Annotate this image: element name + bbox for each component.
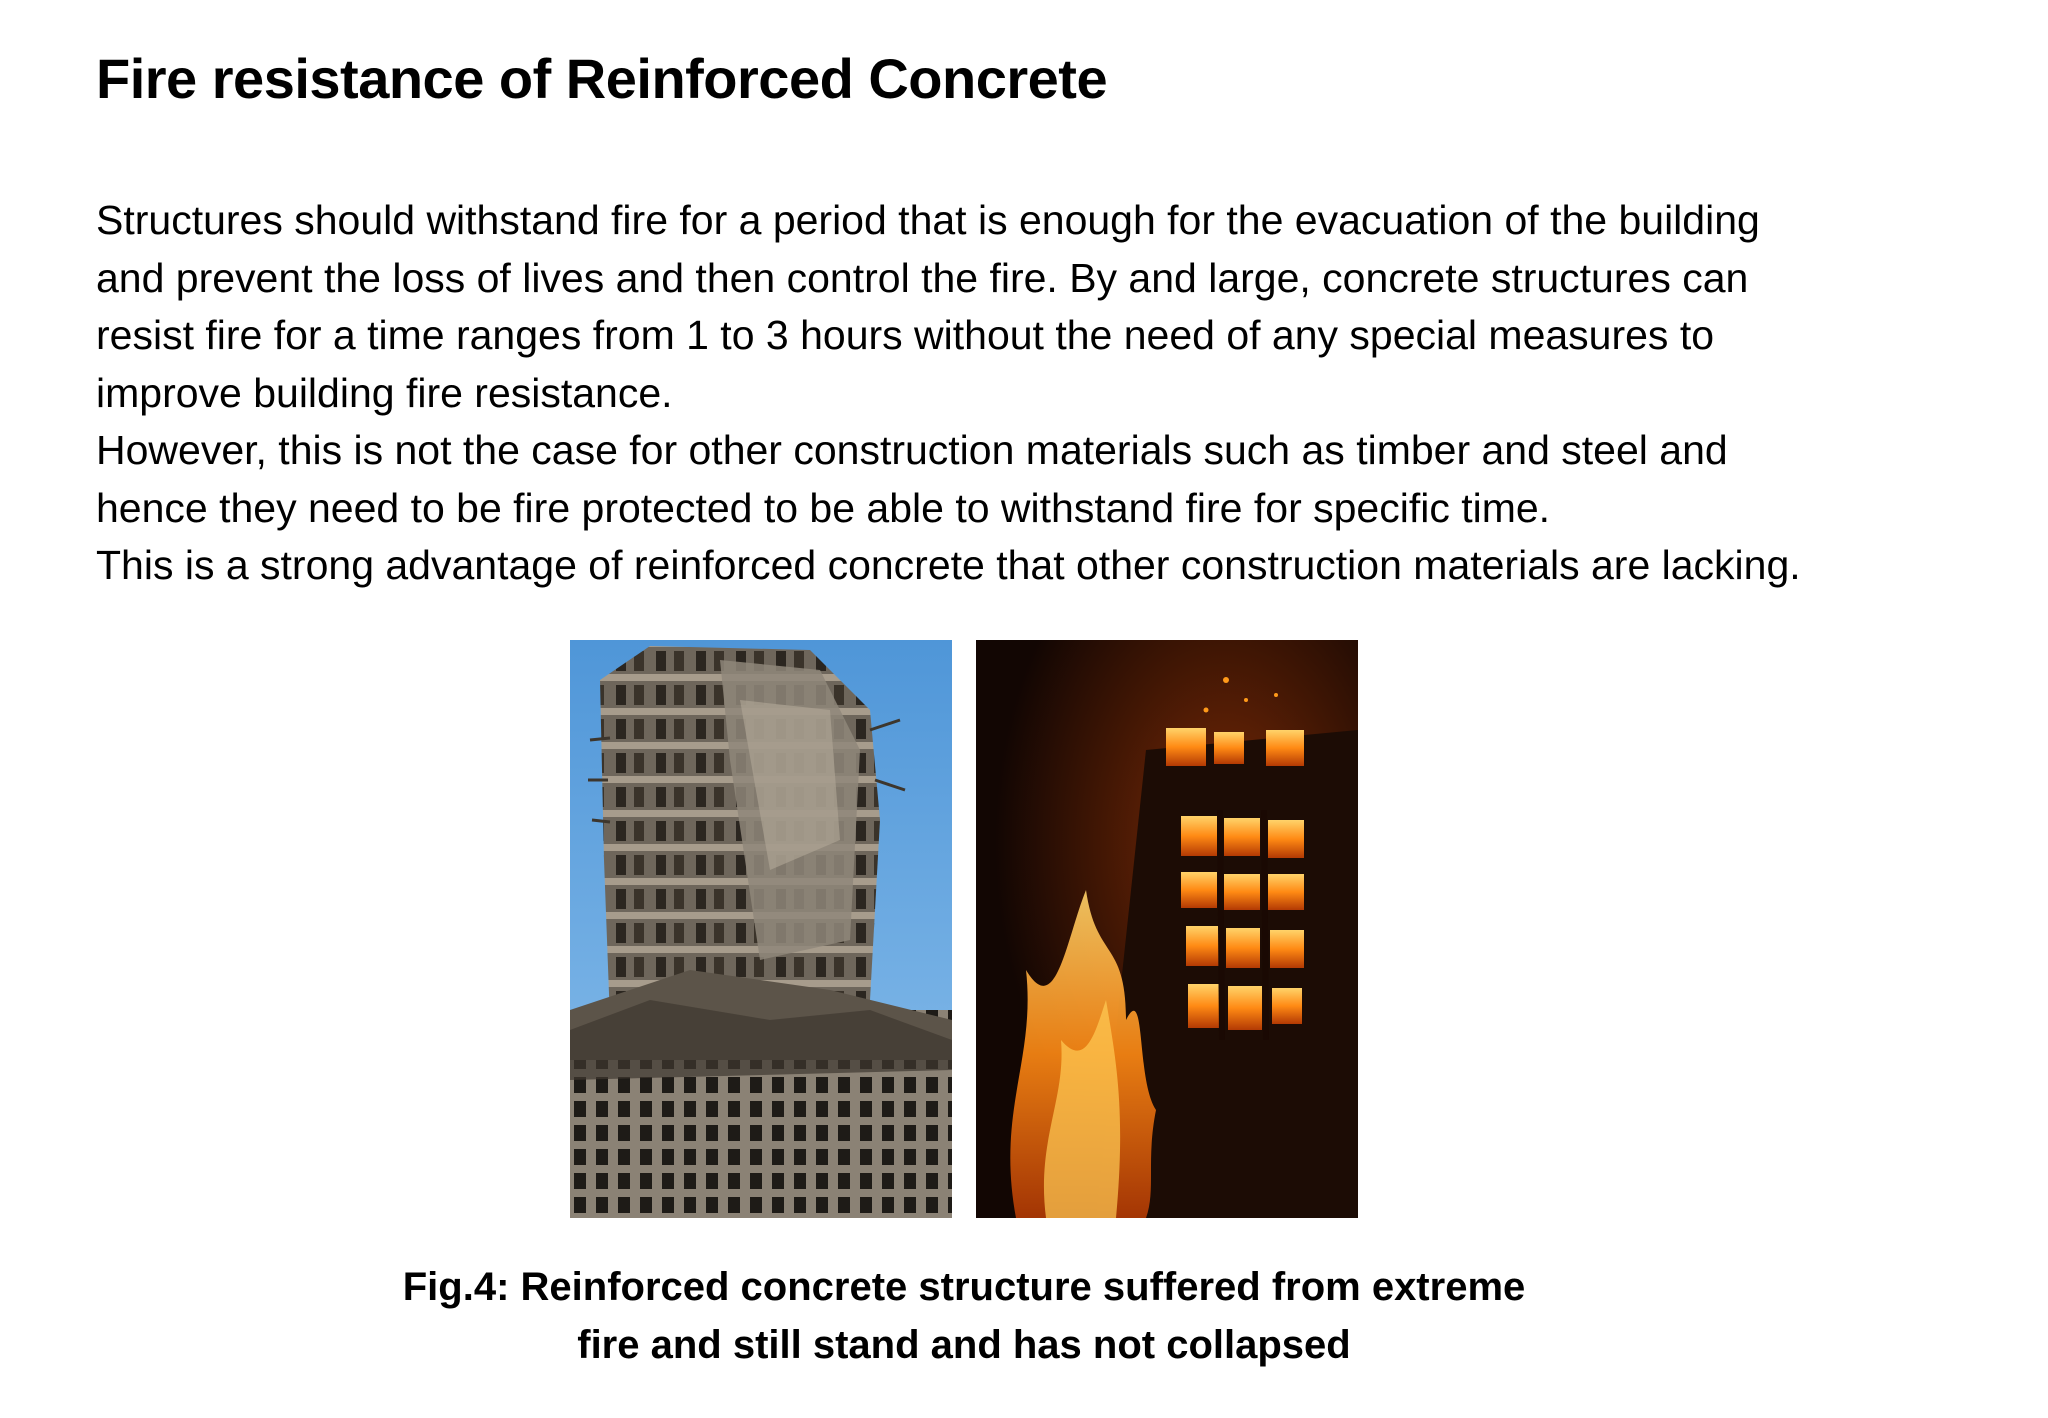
paragraph-line: hence they need to be fire protected to be able to withstand fire for specific time. [96,484,1551,531]
paragraph-line: However, this is not the case for other construction materials such as timber and steel and [96,427,1728,473]
caption-line: Fig.4: Reinforced concrete structure suffered from extreme [402,1265,1526,1309]
paragraph-line: This is a strong advantage of reinforced concrete that other construction materials are lacking. [96,542,1801,588]
paragraph-line: Structures should withstand fire for a period that is enough for the evacuation of the building [96,197,1760,243]
damaged-building-photo [570,640,952,1218]
burning-building-photo [976,640,1358,1218]
slide-title: Fire resistance of Reinforced Concrete [96,47,1108,110]
paragraph-line: improve building fire resistance. [96,369,673,416]
body-text [96,192,1976,595]
caption-line: fire and still stand and has not collapsed [577,1323,1351,1367]
paragraph-line: and prevent the loss of lives and then control the fire. By and large, concrete structures can [96,254,1749,301]
figure-caption [300,1258,1628,1374]
paragraph-line: resist fire for a time ranges from 1 to 3 hours without the need of any special measures to [96,312,1715,358]
